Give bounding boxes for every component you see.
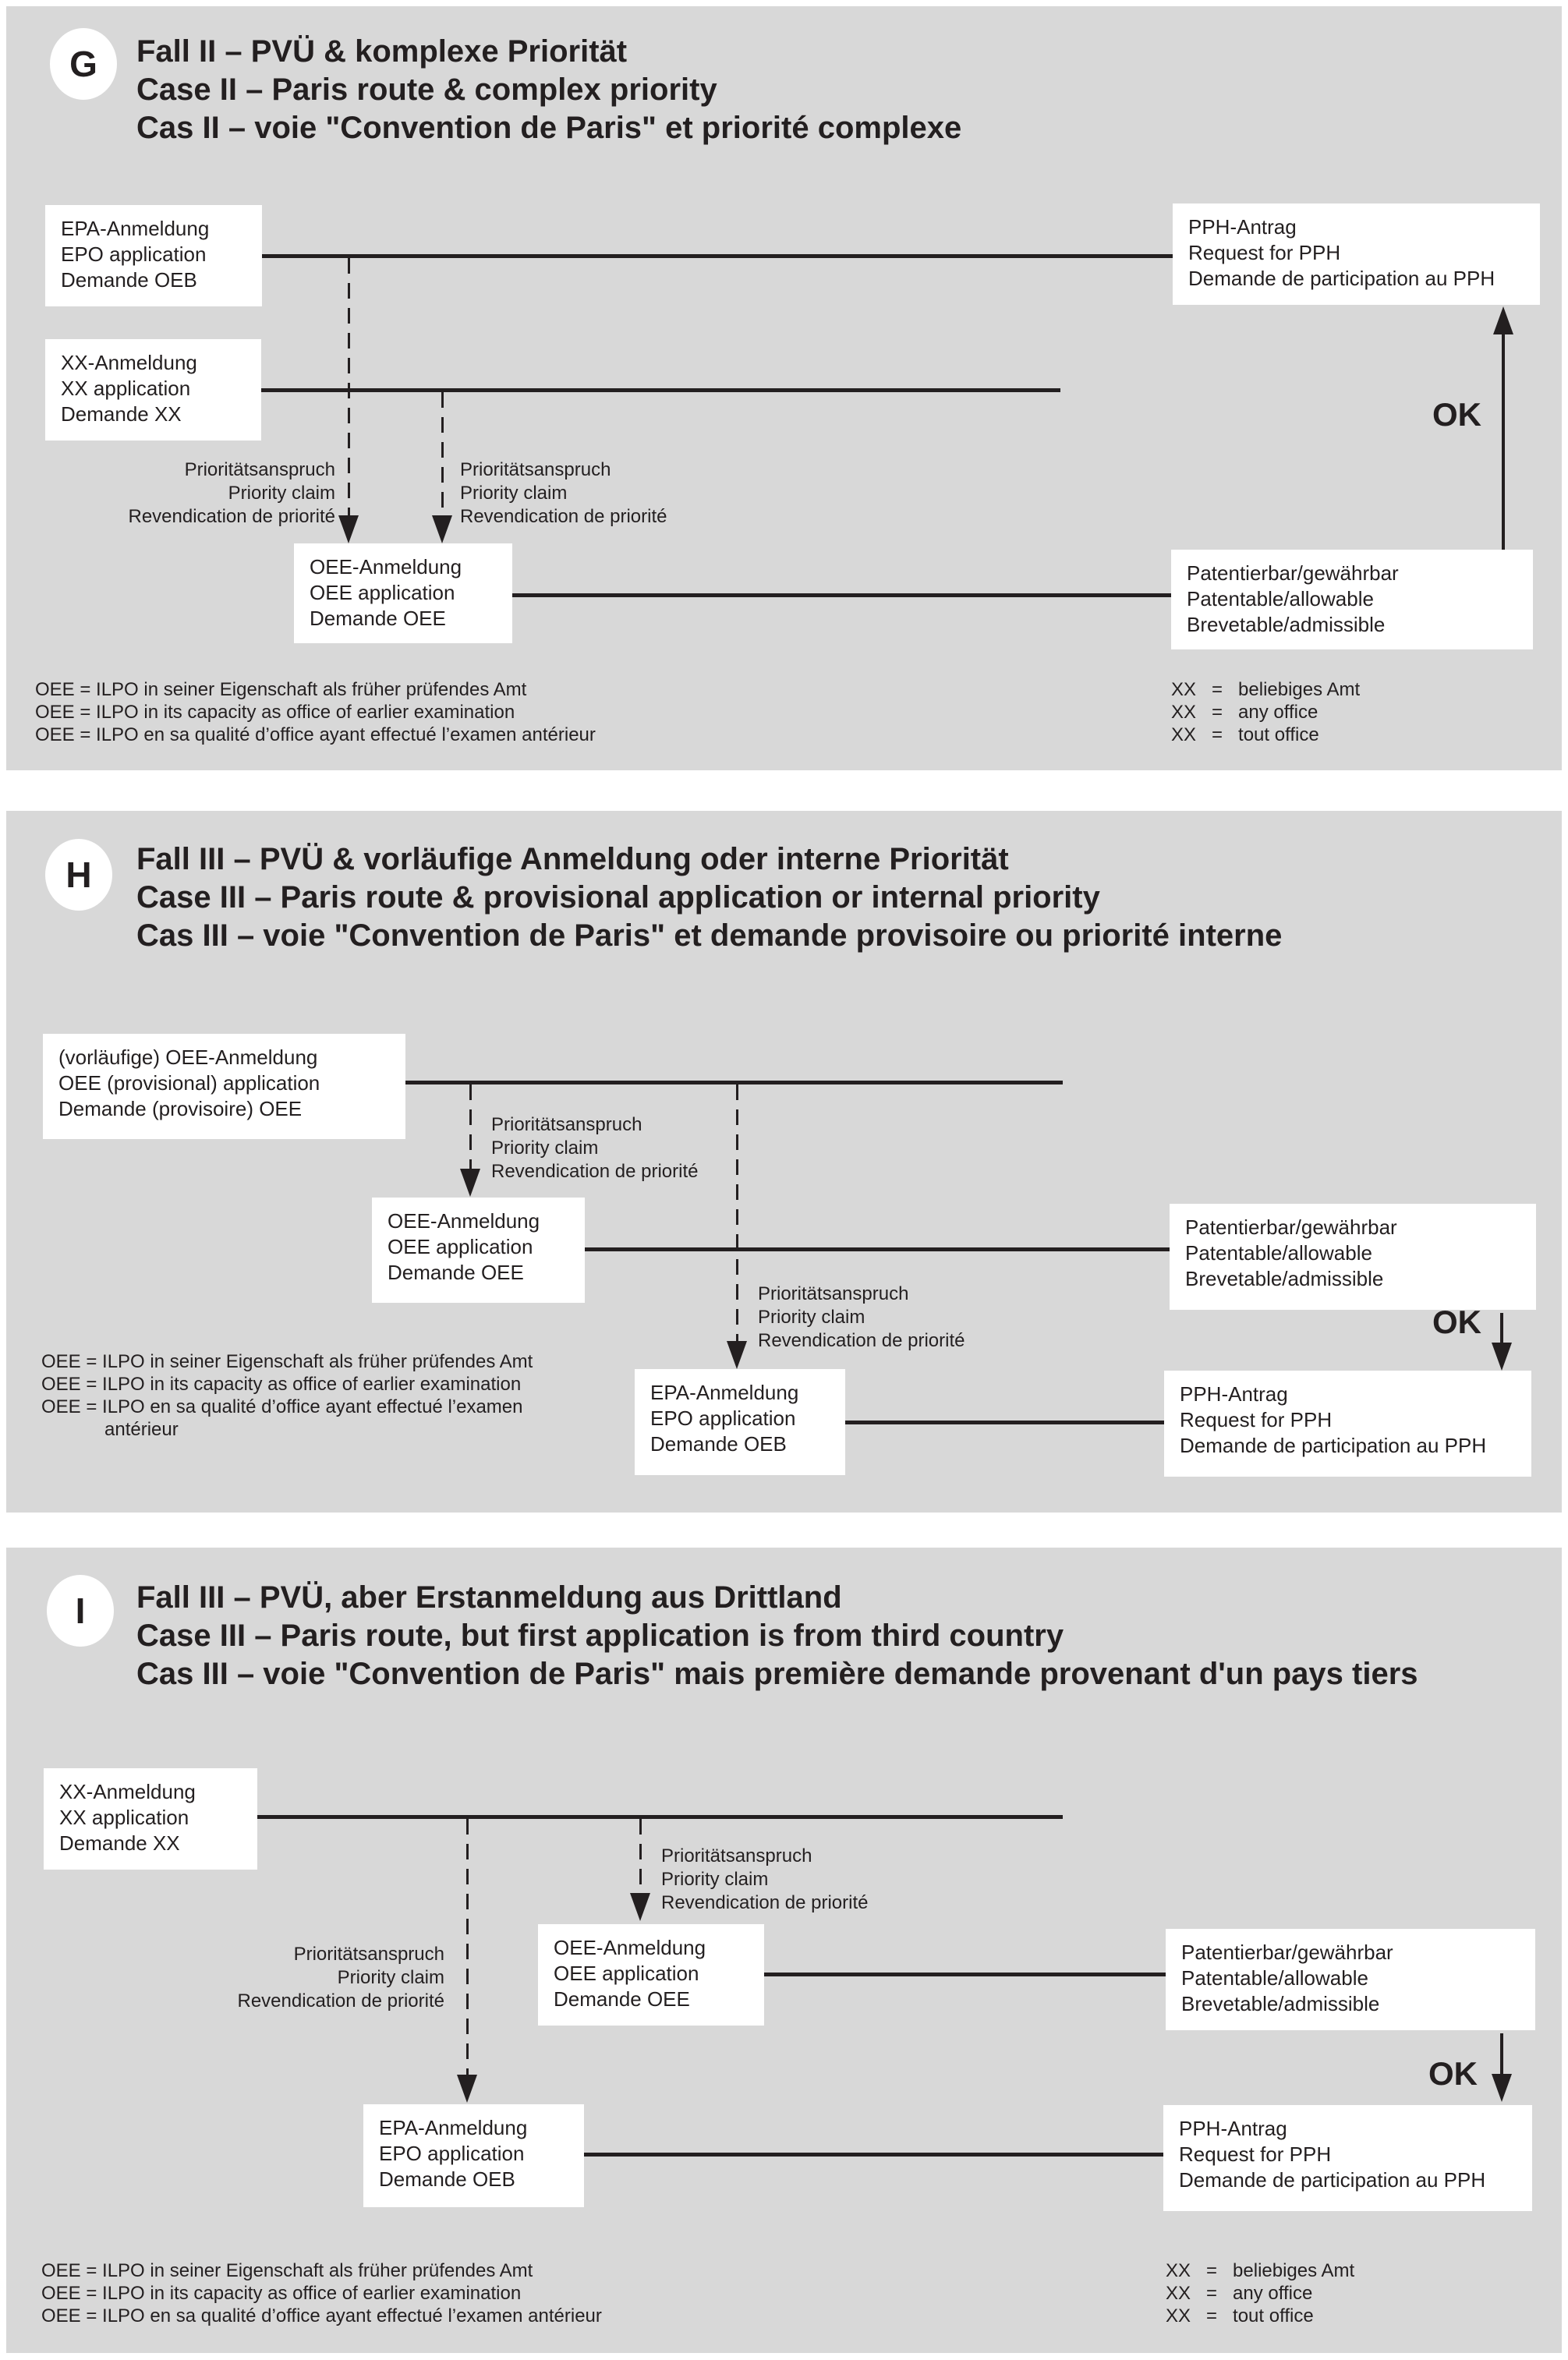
h-footnote-fr: OEE = ILPO en sa qualité d’office ayant effectué l’examen antérieur — [41, 1396, 523, 1440]
g-oee-application-box — [294, 543, 512, 643]
h-oee-line-en: OEE application — [388, 1235, 533, 1258]
i-epa-timeline — [584, 2153, 1163, 2157]
h-footnote-de: OEE = ILPO in seiner Eigenschaft als früher prüfendes Amt — [41, 1351, 533, 1372]
h-priority1-en: Priority claim — [491, 1138, 599, 1159]
i-ok-label: OK — [1428, 2055, 1478, 2092]
g-oee-line-fr: Demande OEE — [310, 607, 446, 630]
i-priority2-de: Prioritätsanspruch — [661, 1845, 812, 1866]
panel-h-badge — [45, 839, 112, 911]
g-oee-line-de: OEE-Anmeldung — [310, 555, 462, 579]
h-priority-claim-label-2 — [758, 1283, 965, 1353]
h-epa-line-fr: Demande OEB — [650, 1432, 787, 1456]
i-arrow-down-icon-1 — [457, 2075, 477, 2103]
i-footnote-fr: OEE = ILPO en sa qualité d’office ayant effectué l’examen antérieur — [41, 2305, 602, 2326]
g-priority2-fr: Revendication de priorité — [460, 506, 667, 527]
g-xx-line-de: XX-Anmeldung — [61, 351, 197, 374]
g-pph-request-box — [1173, 203, 1540, 305]
panel-g-title — [136, 33, 961, 147]
i-oee-line-fr: Demande OEE — [554, 1987, 690, 2011]
h-footnotes-oee — [41, 1350, 588, 1441]
i-priority2-fr: Revendication de priorité — [661, 1892, 869, 1913]
g-footnote-xx-en: XX = any office — [1171, 702, 1318, 723]
panel-h-title-fr: Cas III – voie "Convention de Paris" et demande provisoire ou priorité interne — [136, 918, 1283, 953]
g-pph-line-en: Request for PPH — [1188, 241, 1341, 264]
g-pph-line-fr: Demande de participation au PPH — [1188, 267, 1495, 290]
h-ok-arrow-down-icon — [1492, 1343, 1512, 1371]
h-epa-application-box — [635, 1369, 845, 1475]
i-arrow-down-icon-2 — [630, 1893, 650, 1921]
g-priority1-fr: Revendication de priorité — [128, 506, 335, 527]
i-priority1-de: Prioritätsanspruch — [293, 1944, 444, 1965]
g-priority1-de: Prioritätsanspruch — [184, 459, 335, 480]
g-patentable-line-fr: Brevetable/admissible — [1187, 613, 1386, 636]
g-arrow-up-icon — [1493, 306, 1513, 334]
i-xx-timeline — [257, 1815, 1063, 1819]
i-patentable-line-de: Patentierbar/gewährbar — [1181, 1941, 1393, 1964]
i-priority-claim-label-2 — [661, 1845, 869, 1915]
h-provisional-line-fr: Demande (provisoire) OEE — [58, 1097, 303, 1120]
panel-g-badge-letter: G — [69, 44, 97, 84]
g-priority-dashed-line-2 — [441, 392, 444, 515]
i-footnotes-xx — [1166, 2259, 1354, 2327]
i-footnote-en: OEE = ILPO in its capacity as office of earlier examination — [41, 2283, 522, 2304]
g-xx-line-fr: Demande XX — [61, 402, 182, 426]
i-priority-dashed-line-2 — [639, 1819, 642, 1893]
g-epa-line-fr: Demande OEB — [61, 268, 197, 292]
h-priority1-de: Prioritätsanspruch — [491, 1114, 642, 1135]
g-priority-claim-label-1 — [101, 458, 335, 529]
h-oee-timeline — [585, 1247, 1170, 1251]
i-pph-line-de: PPH-Antrag — [1179, 2117, 1287, 2140]
g-arrow-down-icon-2 — [432, 515, 452, 543]
g-priority2-en: Priority claim — [460, 483, 568, 504]
h-arrow-down-icon-2 — [727, 1341, 747, 1369]
g-epa-line-de: EPA-Anmeldung — [61, 217, 210, 240]
h-epa-line-en: EPO application — [650, 1406, 796, 1430]
h-arrow-down-icon-1 — [460, 1169, 480, 1197]
g-pph-line-de: PPH-Antrag — [1188, 215, 1297, 239]
h-epa-timeline — [845, 1421, 1164, 1424]
i-epa-line-fr: Demande OEB — [379, 2167, 515, 2191]
i-pph-request-box — [1163, 2105, 1532, 2211]
g-priority-claim-label-2 — [460, 458, 667, 529]
g-footnotes-oee — [35, 678, 596, 746]
g-ok-label: OK — [1432, 396, 1481, 433]
g-patentable-box — [1171, 550, 1533, 649]
g-patentable-line-de: Patentierbar/gewährbar — [1187, 561, 1399, 585]
g-xx-line-en: XX application — [61, 377, 191, 400]
i-patentable-line-en: Patentable/allowable — [1181, 1966, 1368, 1990]
i-footnote-xx-de: XX = beliebiges Amt — [1166, 2260, 1355, 2281]
panel-i-title — [136, 1579, 1418, 1693]
h-patentable-line-en: Patentable/allowable — [1185, 1241, 1372, 1265]
h-priority-dashed-line-2 — [736, 1084, 738, 1341]
h-ok-label: OK — [1432, 1304, 1481, 1340]
panel-i-badge-letter: I — [75, 1590, 86, 1631]
h-provisional-timeline — [405, 1081, 1063, 1084]
g-epa-application-box — [45, 205, 262, 306]
h-provisional-line-de: (vorläufige) OEE-Anmeldung — [58, 1046, 318, 1069]
i-epa-line-de: EPA-Anmeldung — [379, 2116, 528, 2139]
panel-i-title-fr: Cas III – voie "Convention de Paris" mais première demande provenant d'un pays tiers — [136, 1657, 1418, 1691]
h-epa-line-de: EPA-Anmeldung — [650, 1381, 799, 1404]
h-pph-line-de: PPH-Antrag — [1180, 1382, 1288, 1406]
i-epa-line-en: EPO application — [379, 2142, 525, 2165]
panel-g-title-de: Fall II – PVÜ & komplexe Priorität — [136, 34, 628, 69]
h-pph-line-en: Request for PPH — [1180, 1408, 1333, 1431]
g-footnote-fr: OEE = ILPO en sa qualité d’office ayant effectué l’examen antérieur — [35, 724, 596, 745]
panel-g-title-en: Case II – Paris route & complex priority — [136, 73, 717, 107]
g-footnote-de: OEE = ILPO in seiner Eigenschaft als früher prüfendes Amt — [35, 679, 527, 700]
h-ok-arrow-line — [1500, 1313, 1503, 1344]
h-priority-claim-label-1 — [491, 1113, 699, 1184]
h-priority2-de: Prioritätsanspruch — [758, 1283, 909, 1304]
i-priority2-en: Priority claim — [661, 1869, 769, 1890]
h-footnote-en: OEE = ILPO in its capacity as office of earlier examination — [41, 1374, 522, 1395]
h-provisional-oee-box — [43, 1034, 405, 1139]
panel-g-badge — [50, 28, 117, 100]
h-patentable-line-fr: Brevetable/admissible — [1185, 1267, 1384, 1290]
g-xx-timeline — [261, 388, 1060, 392]
h-pph-line-fr: Demande de participation au PPH — [1180, 1434, 1487, 1457]
i-footnote-de: OEE = ILPO in seiner Eigenschaft als früher prüfendes Amt — [41, 2260, 533, 2281]
panel-i-badge — [47, 1575, 114, 1647]
h-oee-application-box — [372, 1198, 585, 1303]
i-oee-application-box — [538, 1924, 764, 2026]
g-priority1-en: Priority claim — [228, 483, 335, 504]
g-footnote-xx-de: XX = beliebiges Amt — [1171, 679, 1361, 700]
i-epa-application-box — [363, 2104, 584, 2207]
g-footnote-en: OEE = ILPO in its capacity as office of earlier examination — [35, 702, 515, 723]
i-footnotes-oee — [41, 2259, 602, 2327]
i-priority-claim-label-1 — [211, 1943, 444, 2013]
i-priority1-en: Priority claim — [337, 1967, 444, 1988]
i-xx-line-fr: Demande XX — [59, 1831, 180, 1855]
i-ok-arrow-down-icon — [1492, 2074, 1512, 2102]
panel-h-title — [136, 840, 1282, 955]
h-priority2-en: Priority claim — [758, 1307, 865, 1328]
i-footnote-xx-en: XX = any office — [1166, 2283, 1313, 2304]
i-ok-arrow-line — [1500, 2033, 1503, 2075]
i-patentable-box — [1166, 1929, 1535, 2030]
g-footnotes-xx — [1171, 678, 1360, 746]
g-epa-timeline — [262, 254, 1173, 258]
i-pph-line-fr: Demande de participation au PPH — [1179, 2168, 1486, 2192]
h-patentable-line-de: Patentierbar/gewährbar — [1185, 1215, 1397, 1239]
panel-h-title-en: Case III – Paris route & provisional application or internal priority — [136, 880, 1100, 915]
panel-i-title-en: Case III – Paris route, but first application is from third country — [136, 1619, 1064, 1653]
g-ok-arrow-line — [1502, 334, 1505, 550]
g-xx-application-box — [45, 339, 261, 441]
g-oee-line-en: OEE application — [310, 581, 455, 604]
i-footnote-xx-fr: XX = tout office — [1166, 2305, 1314, 2326]
g-footnote-xx-fr: XX = tout office — [1171, 724, 1319, 745]
h-patentable-box — [1170, 1204, 1536, 1310]
g-priority-dashed-line-1 — [348, 258, 350, 515]
i-xx-line-de: XX-Anmeldung — [59, 1780, 196, 1803]
g-patentable-line-en: Patentable/allowable — [1187, 587, 1374, 610]
panel-g-title-fr: Cas II – voie "Convention de Paris" et priorité complexe — [136, 111, 962, 145]
h-pph-request-box — [1164, 1371, 1531, 1477]
h-oee-line-fr: Demande OEE — [388, 1261, 524, 1284]
h-oee-line-de: OEE-Anmeldung — [388, 1209, 540, 1233]
i-priority1-fr: Revendication de priorité — [237, 1990, 444, 2011]
i-oee-timeline — [764, 1973, 1166, 1976]
i-oee-line-de: OEE-Anmeldung — [554, 1936, 706, 1959]
g-arrow-down-icon-1 — [338, 515, 359, 543]
panel-h-badge-letter: H — [65, 854, 92, 895]
g-priority2-de: Prioritätsanspruch — [460, 459, 611, 480]
h-priority-dashed-line-1 — [469, 1084, 472, 1169]
h-provisional-line-en: OEE (provisional) application — [58, 1071, 320, 1095]
i-patentable-line-fr: Brevetable/admissible — [1181, 1992, 1380, 2015]
i-oee-line-en: OEE application — [554, 1962, 699, 1985]
g-epa-line-en: EPO application — [61, 242, 207, 266]
panel-h-title-de: Fall III – PVÜ & vorläufige Anmeldung oder interne Priorität — [136, 842, 1009, 876]
g-oee-timeline — [512, 593, 1171, 597]
i-xx-line-en: XX application — [59, 1806, 189, 1829]
panel-i-title-de: Fall III – PVÜ, aber Erstanmeldung aus Drittland — [136, 1580, 842, 1615]
i-xx-application-box — [44, 1768, 257, 1870]
i-pph-line-en: Request for PPH — [1179, 2142, 1332, 2166]
i-priority-dashed-line-1 — [466, 1819, 469, 2075]
h-priority2-fr: Revendication de priorité — [758, 1330, 965, 1351]
h-priority1-fr: Revendication de priorité — [491, 1161, 699, 1182]
